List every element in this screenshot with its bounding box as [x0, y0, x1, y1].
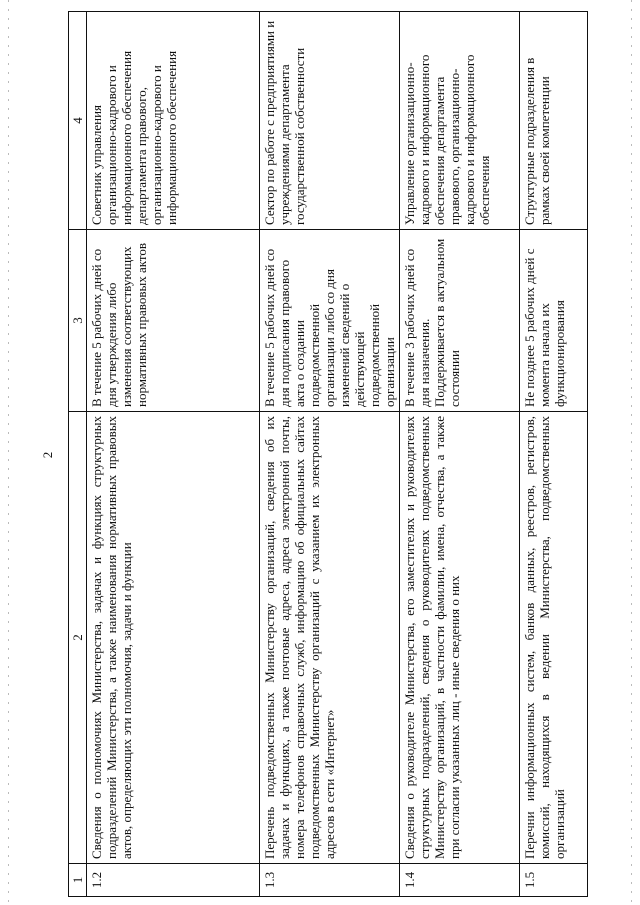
page-number: 2: [40, 451, 55, 459]
table-row: [87, 12, 260, 897]
row-number: 1.2: [87, 864, 260, 897]
row-responsible: Структурные подразделения в рамках своей компетенции: [520, 12, 588, 230]
header-col-4: 4: [69, 12, 87, 230]
row-responsible: Сектор по работе с предприятиями и учреждениями департамента государственной собственности: [260, 12, 400, 230]
header-col-1: 1: [69, 864, 87, 897]
table-row: [400, 12, 520, 897]
row-content: Сведения о руководителе Министерства, его заместителях и руководителях структурных подразделений, сведения о руководителях подведомственных Министерству организаций, в частности фамилии, имена, отчества, а также при согласии указанных лиц - иные сведения о них: [400, 412, 520, 864]
row-deadline: В течение 5 рабочих дней со дня подписания правового акта о создании подведомственной организации либо со дня изменений сведений о действующей подведомственной организации: [260, 230, 400, 412]
header-col-2: 2: [69, 412, 87, 864]
row-number: 1.5: [520, 864, 588, 897]
row-content: Перечень подведомственных Министерству организаций, сведения об их задачах и функциях, а также почтовые адреса, адреса электронной почты, номера телефонов справочных служб, информацию об официальных сайтах подведомственных Министерству организаций с указанием их электронных адресов в сети «Интернет»: [260, 412, 400, 864]
row-deadline: В течение 5 рабочих дней со дня утверждения либо изменения соответствующих нормативных правовых актов: [87, 230, 260, 412]
row-content: Перечни информационных систем, банков данных, реестров, регистров, комиссий, находящихся в ведении Министерства, подведомственных организаций: [520, 412, 588, 864]
row-content: Сведения о полномочиях Министерства, задачах и функциях структурных подразделений Министерства, а также наименования нормативных правовых актов, определяющих эти полномочия, задачи и функции: [87, 412, 260, 864]
header-col-3: 3: [69, 230, 87, 412]
row-number: 1.3: [260, 864, 400, 897]
header-row: [69, 12, 87, 897]
scan-edge-left: [8, 0, 9, 905]
row-responsible: Советник управления организационно-кадрового и информационного обеспечения департамента правового, организационно-кадрового и информационного обеспечения: [87, 12, 260, 230]
row-responsible: Управление организационно-кадрового и информационного обеспечения департамента правового, организационно-кадрового и информационного обеспечения: [400, 12, 520, 230]
row-deadline: Не позднее 5 рабочих дней с момента начала их функционирования: [520, 230, 588, 412]
information-table: [68, 11, 588, 897]
row-number: 1.4: [400, 864, 520, 897]
table-row: [260, 12, 400, 897]
rotated-table-area: [68, 12, 640, 889]
row-deadline: В течение 3 рабочих дней со дня назначения. Поддерживается в актуальном состоянии: [400, 230, 520, 412]
table-row: [520, 12, 588, 897]
